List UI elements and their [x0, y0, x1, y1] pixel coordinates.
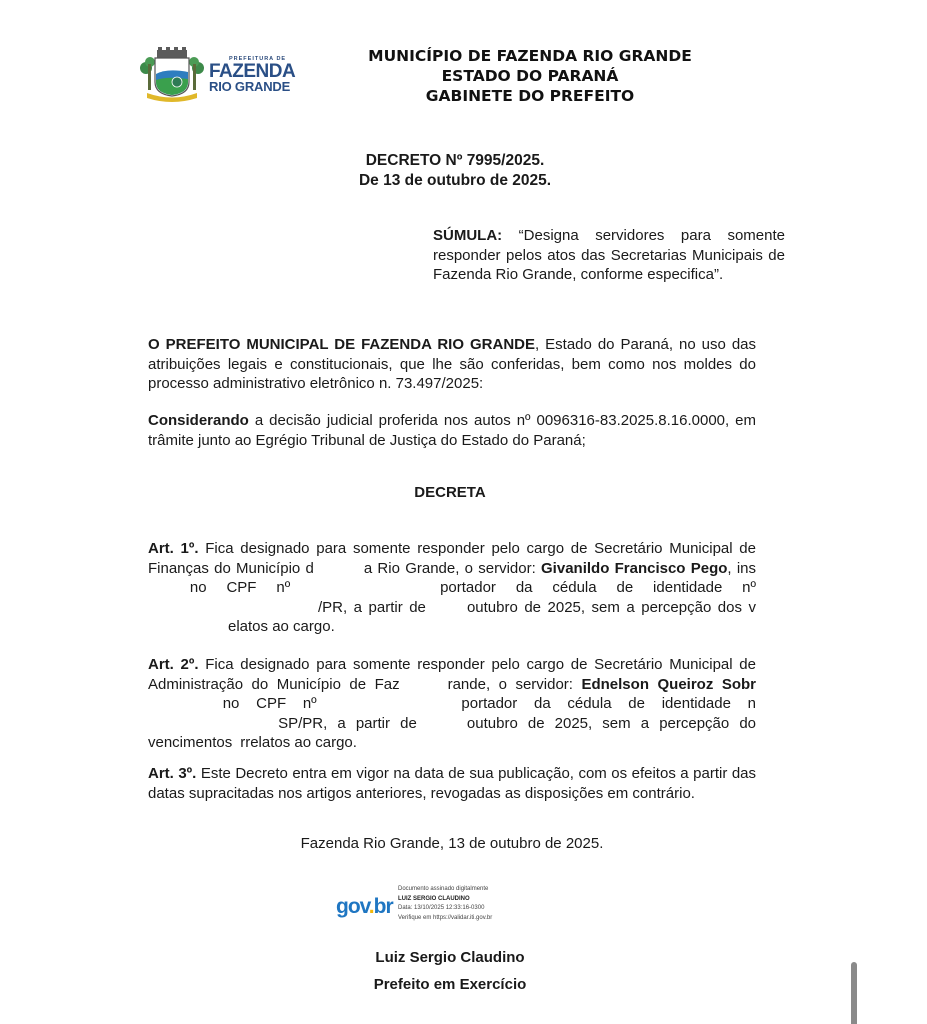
article-2-name-b: Queiroz Sobr: [657, 675, 756, 693]
decree-heading: [330, 151, 580, 191]
considerando-text: a decisão judicial proferida nos autos nº 0096316-83.2025.8.16.0000, em trâmite junto ao Egrégio Tribunal de Justiça do Estado do Paraná;: [148, 412, 756, 449]
article-2-text-b: rande, o servidor:: [447, 675, 582, 693]
signatory-title: Prefeito em Exercício: [373, 976, 527, 993]
document-header: [330, 46, 730, 106]
article-3-label: Art. 3º.: [148, 765, 197, 782]
article-3: [148, 764, 756, 803]
signatory-name: Luiz Sergio Claudino: [375, 949, 525, 966]
article-2-text-e: identidade n: [661, 695, 756, 712]
signature-verify: Verifique em https://validar.iti.gov.br: [398, 914, 493, 921]
municipal-logo: [137, 46, 307, 102]
article-2-text-f: SP/PR, a partir de: [278, 714, 417, 732]
preamble-bold: O PREFEITO MUNICIPAL DE FAZENDA RIO GRANDE: [148, 336, 535, 353]
article-2-text-d: portador da cédula de: [461, 695, 645, 712]
article-2-text-a: Fica designado para somente responder pelo cargo de Secretário Municipal de Administração do Município de Faz: [148, 656, 756, 693]
signature-signer: LUIZ SERGIO CLAUDINO: [398, 895, 470, 902]
article-1-text-g: outubro de 2025, sem a percepção dos: [466, 598, 742, 616]
article-1-text-f: /PR, a partir de: [318, 598, 426, 616]
sumula: [433, 226, 785, 285]
decree-date: De 13 de outubro de 2025.: [358, 172, 552, 189]
article-2-text-j: rrelatos ao cargo.: [240, 734, 357, 751]
digital-signature-stamp: [336, 885, 536, 930]
considerando: [148, 411, 756, 450]
article-1-text-d: no CPF nº: [170, 579, 291, 596]
article-2-text-g: outubro de 2025, sem a: [466, 714, 650, 732]
logo-small-text: PREFEITURA DE: [229, 56, 287, 62]
govbr-logo-dot: .: [368, 895, 374, 918]
govbr-logo: [336, 895, 393, 919]
article-1-name-b: Pego: [690, 559, 728, 577]
article-1-text-a: Fica designado para somente responder pelo cargo de Secretário Municipal de Finanças do Município d: [148, 540, 756, 577]
logo-sub-text: RIO GRANDE: [209, 79, 291, 94]
signature-caption: Documento assinado digitalmente: [398, 886, 489, 892]
decreta-heading: DECRETA: [414, 484, 486, 501]
article-1-text-b: a Rio Grande, o servidor:: [363, 559, 542, 577]
article-3-text: Este Decreto entra em vigor na data de sua publicação, com os efeitos a partir das datas supracitadas nos artigos anteriores, revogadas as disposições em contrário.: [148, 765, 756, 802]
header-line-municipio: MUNICÍPIO DE FAZENDA RIO GRANDE: [368, 47, 692, 65]
signature-details: [398, 885, 492, 923]
article-2-label: Art. 2º.: [148, 656, 199, 673]
sumula-label: SÚMULA:: [433, 227, 503, 244]
header-line-estado: ESTADO DO PARANÁ: [441, 67, 619, 85]
scrollbar-thumb[interactable]: [851, 962, 857, 1024]
sumula-text: “Designa servidores para somente responder pelos atos das Secretarias Municipais de Fazenda Rio Grande, conforme especifica”.: [433, 227, 785, 283]
govbr-logo-br: br: [373, 895, 393, 918]
considerando-bold: Considerando: [148, 412, 249, 429]
article-2-name-a: Ednelson: [581, 675, 649, 693]
coat-of-arms-icon: [137, 46, 207, 102]
article-1-text-c: , ins: [727, 559, 757, 577]
article-1-name-a: Givanildo Francisco: [541, 559, 686, 577]
header-line-gabinete: GABINETE DO PREFEITO: [425, 87, 635, 105]
article-1-text-i: elatos ao cargo.: [228, 618, 335, 635]
preamble: [148, 335, 756, 394]
article-2-text-c: no CPF nº: [222, 695, 317, 712]
article-1-label: Art. 1º.: [148, 540, 199, 557]
article-1-text-h: v: [748, 598, 757, 616]
decree-number: DECRETO Nº 7995/2025.: [365, 152, 545, 169]
signature-date: Data: 13/10/2025 12:33:16-0300: [398, 905, 485, 911]
closing-place-date: Fazenda Rio Grande, 13 de outubro de 2025.: [300, 835, 604, 852]
logo-big-text: FAZENDA: [209, 61, 296, 82]
article-1: [148, 539, 756, 637]
preamble-text: , Estado do Paraná, no uso das atribuições legais e constitucionais, que lhe são conferidas, bem como nos moldes do processo administrativo eletrônico n. 73.497/2025:: [148, 336, 756, 392]
govbr-logo-gov: gov: [336, 895, 369, 918]
article-2-text-h: percepção do: [659, 714, 757, 732]
article-2-text-i: vencimentos: [148, 734, 233, 751]
article-1-text-e: portador da cédula de identidade nº: [440, 579, 756, 596]
article-2: [148, 655, 756, 753]
